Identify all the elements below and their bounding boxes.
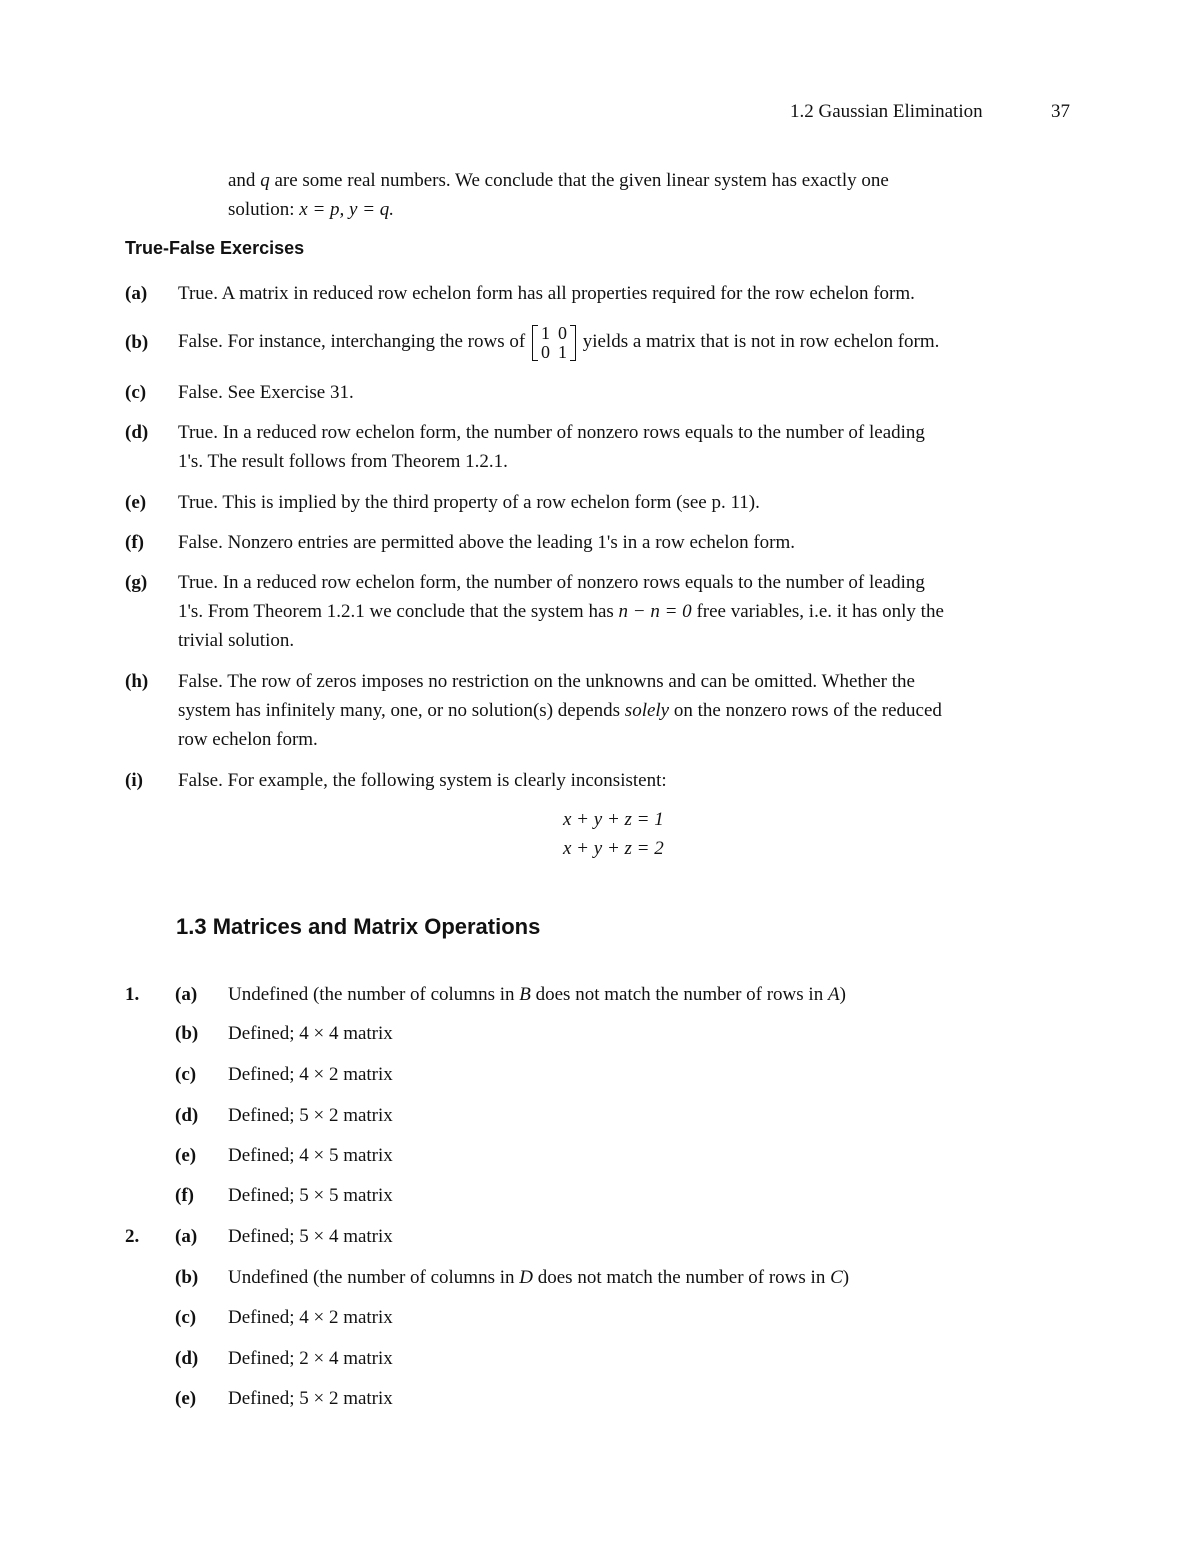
matrix-entry: 0: [557, 322, 567, 343]
ex2-label-e: (e): [175, 1388, 197, 1409]
running-header-title: 1.2 Gaussian Elimination: [790, 101, 983, 122]
ex2-answer-d: Defined; 2 × 4 matrix: [228, 1348, 393, 1369]
tf-answer-d-line-2: 1's. The result follows from Theorem 1.2.1.: [178, 451, 508, 472]
tf-answer-h-line-3: row echelon form.: [178, 729, 318, 750]
ex1-label-a: (a): [175, 984, 198, 1005]
intro-line-1: and q are some real numbers. We conclude that the given linear system has exactly one: [228, 170, 889, 191]
section-heading: 1.3 Matrices and Matrix Operations: [176, 914, 541, 939]
ex1-answer-c: Defined; 4 × 2 matrix: [228, 1064, 393, 1085]
equation-1: x + y + z = 1: [563, 809, 664, 830]
tf-answer-d-line-1: True. In a reduced row echelon form, the number of nonzero rows equals to the number of leading: [178, 422, 925, 443]
ex2-label-b: (b): [175, 1267, 199, 1288]
ex1-label-d: (d): [175, 1105, 199, 1126]
true-false-heading: True-False Exercises: [125, 238, 305, 258]
ex2-answer-a: Defined; 5 × 4 matrix: [228, 1226, 393, 1247]
exercise-number-1: 1.: [125, 984, 140, 1005]
exercise-number-2: 2.: [125, 1226, 140, 1247]
ex1-label-b: (b): [175, 1023, 199, 1044]
matrix-entry: 0: [540, 341, 550, 362]
tf-label-a: (a): [125, 283, 148, 304]
ex1-label-f: (f): [175, 1185, 194, 1206]
tf-label-c: (c): [125, 382, 147, 403]
tf-answer-h-line-2: system has infinitely many, one, or no solution(s) depends solely on the nonzero rows of the reduced: [178, 700, 942, 721]
ex1-answer-e: Defined; 4 × 5 matrix: [228, 1145, 393, 1166]
tf-answer-i: False. For example, the following system is clearly inconsistent:: [178, 770, 667, 791]
ex1-label-c: (c): [175, 1064, 197, 1085]
tf-label-b: (b): [125, 332, 149, 353]
page-number: 37: [1051, 101, 1070, 122]
tf-answer-h-line-1: False. The row of zeros imposes no restriction on the unknowns and can be omitted. Whether the: [178, 671, 915, 692]
ex2-label-d: (d): [175, 1348, 199, 1369]
tf-label-h: (h): [125, 671, 149, 692]
ex1-answer-a: Undefined (the number of columns in B does not match the number of rows in A): [228, 984, 846, 1005]
ex1-answer-b: Defined; 4 × 4 matrix: [228, 1023, 393, 1044]
ex2-answer-c: Defined; 4 × 2 matrix: [228, 1307, 393, 1328]
matrix-entry: 1: [557, 341, 567, 362]
ex2-label-a: (a): [175, 1226, 198, 1247]
tf-label-f: (f): [125, 532, 144, 553]
tf-answer-g-line-3: trivial solution.: [178, 630, 295, 651]
ex1-label-e: (e): [175, 1145, 197, 1166]
equation-2: x + y + z = 2: [563, 838, 664, 859]
ex1-answer-f: Defined; 5 × 5 matrix: [228, 1185, 393, 1206]
tf-answer-f: False. Nonzero entries are permitted above the leading 1's in a row echelon form.: [178, 532, 796, 553]
intro-line-2: solution: x = p, y = q.: [228, 199, 395, 220]
ex2-answer-e: Defined; 5 × 2 matrix: [228, 1388, 393, 1409]
tf-label-g: (g): [125, 572, 148, 593]
tf-label-i: (i): [125, 770, 143, 791]
tf-answer-b: False. For instance, interchanging the rows of 1 0 0 1 yields a matrix that is not in row echelon form.: [178, 322, 940, 362]
ex1-answer-d: Defined; 5 × 2 matrix: [228, 1105, 393, 1126]
ex2-answer-b: Undefined (the number of columns in D does not match the number of rows in C): [228, 1267, 850, 1288]
ex2-label-c: (c): [175, 1307, 197, 1328]
tf-answer-g-line-2: 1's. From Theorem 1.2.1 we conclude that the system has n − n = 0 free variables, i.e. it has only the: [178, 601, 944, 622]
tf-answer-g-line-1: True. In a reduced row echelon form, the number of nonzero rows equals to the number of leading: [178, 572, 925, 593]
matrix-entry: 1: [540, 322, 550, 343]
tf-label-e: (e): [125, 492, 147, 513]
tf-answer-c: False. See Exercise 31.: [178, 382, 354, 403]
tf-answer-e: True. This is implied by the third property of a row echelon form (see p. 11).: [178, 492, 760, 513]
tf-answer-a: True. A matrix in reduced row echelon form has all properties required for the row echelon form.: [178, 283, 915, 304]
tf-label-d: (d): [125, 422, 149, 443]
identity-matrix: [532, 324, 576, 362]
